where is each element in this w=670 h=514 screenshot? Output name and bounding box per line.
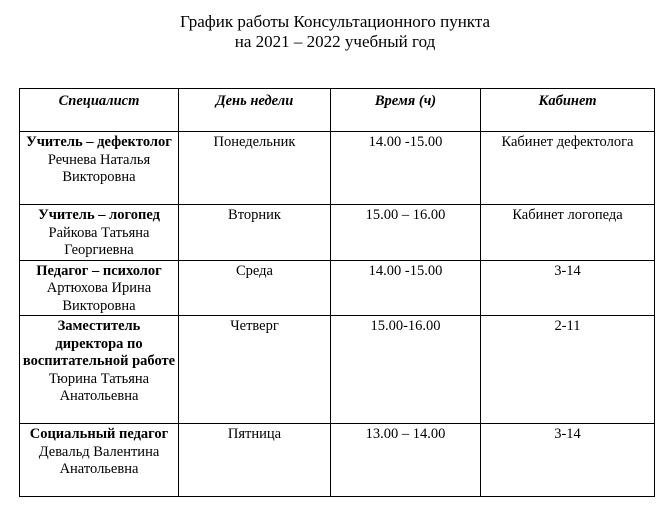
specialist-cell bbox=[20, 424, 179, 497]
room-cell: Кабинет дефектолога bbox=[481, 132, 655, 205]
specialist-role: Социальный педагог bbox=[29, 426, 169, 442]
time-cell: 13.00 – 14.00 bbox=[331, 424, 481, 497]
room-cell: 3-14 bbox=[481, 424, 655, 497]
title-line-2: на 2021 – 2022 учебный год bbox=[234, 32, 436, 51]
specialist-name: Тюрина Татьяна Анатольевна bbox=[48, 370, 150, 404]
time-cell: 14.00 -15.00 bbox=[331, 260, 481, 316]
time-cell: 14.00 -15.00 bbox=[331, 132, 481, 205]
specialist-role: Учитель – дефектолог bbox=[26, 134, 172, 150]
weekday-cell: Понедельник bbox=[179, 132, 331, 205]
header-time: Время (ч) bbox=[331, 89, 481, 132]
table-row bbox=[20, 132, 655, 205]
room-cell: 2-11 bbox=[481, 316, 655, 424]
header-room: Кабинет bbox=[481, 89, 655, 132]
specialist-name: Речнева Наталья Викторовна bbox=[47, 151, 151, 185]
weekday-cell: Пятница bbox=[179, 424, 331, 497]
weekday-cell: Вторник bbox=[179, 205, 331, 261]
room-cell: Кабинет логопеда bbox=[481, 205, 655, 261]
header-weekday: День недели bbox=[179, 89, 331, 132]
specialist-name: Райкова Татьяна Георгиевна bbox=[48, 224, 150, 258]
title-line-1: График работы Консультационного пункта bbox=[179, 12, 491, 31]
time-cell: 15.00-16.00 bbox=[331, 316, 481, 424]
table-row bbox=[20, 424, 655, 497]
time-cell: 15.00 – 16.00 bbox=[331, 205, 481, 261]
table-header-row bbox=[20, 89, 655, 132]
specialist-role: Заместитель директора по воспитательной работе bbox=[22, 318, 176, 369]
specialist-cell bbox=[20, 132, 179, 205]
specialist-cell bbox=[20, 260, 179, 316]
document-title bbox=[0, 12, 670, 52]
specialist-cell bbox=[20, 316, 179, 424]
table-row bbox=[20, 316, 655, 424]
header-specialist: Специалист bbox=[20, 89, 179, 132]
specialist-name: Девальд Валентина Анатольевна bbox=[38, 443, 160, 477]
specialist-name: Артюхова Ирина Викторовна bbox=[46, 280, 152, 314]
table-row bbox=[20, 260, 655, 316]
table-row bbox=[20, 205, 655, 261]
room-cell: 3-14 bbox=[481, 260, 655, 316]
specialist-cell bbox=[20, 205, 179, 261]
weekday-cell: Среда bbox=[179, 260, 331, 316]
specialist-role: Учитель – логопед bbox=[38, 207, 160, 223]
weekday-cell: Четверг bbox=[179, 316, 331, 424]
schedule-table bbox=[19, 88, 655, 497]
specialist-role: Педагог – психолог bbox=[36, 262, 162, 279]
